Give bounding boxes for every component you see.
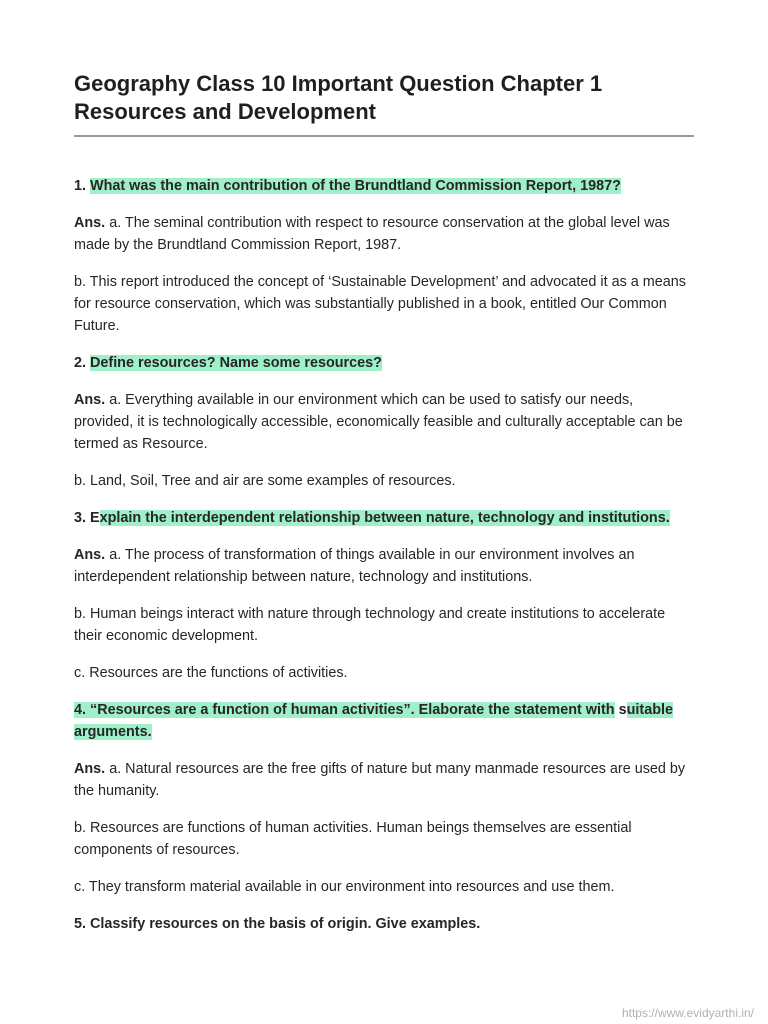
ans-label: Ans.	[74, 761, 106, 777]
answer-2a	[74, 389, 694, 455]
answer-2a-text: a. Everything available in our environment which can be used to satisfy our needs, provided, it is technologically accessible, economically feasible and culturally acceptable can be termed as Resource.	[74, 392, 683, 452]
question-1-number: 1.	[74, 178, 90, 194]
answer-3a	[74, 544, 694, 588]
answer-3b: b. Human beings interact with nature through technology and create institutions to accelerate their economic development.	[74, 606, 666, 644]
title-line-1: Geography Class 10 Important Question Chapter 1	[74, 71, 603, 96]
footer-url-link[interactable]: https://www.evidyarthi.in/	[621, 1006, 754, 1020]
title-line-2: Resources and Development	[74, 99, 376, 124]
question-3	[74, 507, 694, 529]
answer-1a-text: a. The seminal contribution with respect to resource conservation at the global level was made by the Brundtland Commission Report, 1987.	[74, 215, 670, 253]
answer-2b: b. Land, Soil, Tree and air are some examples of resources.	[74, 473, 456, 489]
ans-label: Ans.	[74, 392, 106, 408]
ans-label: Ans.	[74, 547, 106, 563]
question-1-text: What was the main contribution of the Brundtland Commission Report, 1987?	[90, 178, 621, 194]
question-4	[74, 699, 694, 743]
answer-4a-text: a. Natural resources are the free gifts of nature but many manmade resources are used by the humanity.	[74, 761, 686, 799]
question-4-text-part-2: s	[614, 702, 627, 718]
question-2-number: 2.	[74, 355, 90, 371]
document-page	[74, 70, 694, 950]
answer-4a	[74, 758, 694, 802]
question-4-text-part-1: 4. “Resources are a function of human activities”. Elaborate the statement with	[74, 702, 615, 718]
question-3-text: xplain the interdependent relationship between nature, technology and institutions.	[99, 510, 670, 526]
answer-1b: b. This report introduced the concept of ‘Sustainable Development’ and advocated it as a means for resource conservation, which was substantially published in a book, entitled Our Common Future.	[74, 274, 686, 334]
answer-3a-text: a. The process of transformation of things available in our environment involves an interdependent relationship between nature, technology and institutions.	[74, 547, 635, 585]
question-1	[74, 175, 694, 197]
answer-3c: c. Resources are the functions of activities.	[74, 665, 348, 681]
question-2	[74, 352, 694, 374]
ans-label: Ans.	[74, 215, 106, 231]
question-3-number: 3. E	[74, 510, 100, 526]
title-divider	[74, 135, 694, 137]
answer-1a	[74, 212, 694, 256]
question-2-text: Define resources? Name some resources?	[90, 355, 382, 371]
page-title	[74, 70, 694, 126]
answer-4c: c. They transform material available in our environment into resources and use them.	[74, 879, 615, 895]
answer-4b: b. Resources are functions of human activities. Human beings themselves are essential components of resources.	[74, 820, 632, 858]
question-5: 5. Classify resources on the basis of origin. Give examples.	[74, 916, 481, 932]
question-4-text-part-3: uitable arguments.	[74, 702, 673, 740]
